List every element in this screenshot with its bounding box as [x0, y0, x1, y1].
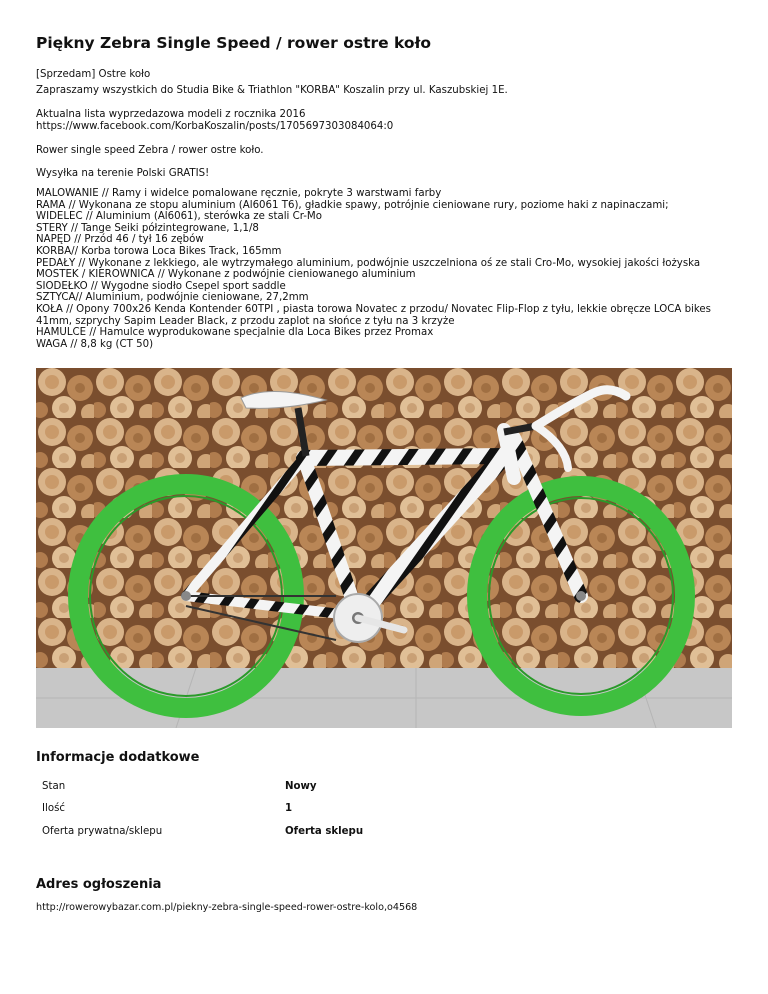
detail-value: Oferta sklepu [285, 826, 364, 837]
bike-photo [36, 368, 732, 728]
spec-line: RAMA // Wykonana ze stopu aluminium (Al6061 T6), gładkie spawy, potrójnie cieniowane rury, poziome haki z napinaczami; [36, 199, 669, 211]
spec-line: STERY // Tange Seiki półzintegrowane, 1,1/8 [36, 222, 259, 234]
spec-line: NAPĘD // Przód 46 / tył 16 zębów [36, 234, 204, 246]
intro-text: Zapraszamy wszystkich do Studia Bike & Triathlon "KORBA" Koszalin przy ul. Kaszubskiej 1E. [36, 85, 508, 96]
spec-line: PEDAŁY // Wykonane z lekkiego, ale wytrzymałego aluminium, podwójnie uszczelniona oś ze stali Cro-Mo, wysokiej jakości łożyska [36, 257, 701, 269]
spec-line: KORBA// Korba torowa Loca Bikes Track, 165mm [36, 245, 282, 257]
sale-list-link[interactable]: https://www.facebook.com/KorbaKoszalin/posts/1705697303084064:0 [36, 121, 394, 132]
spec-line: HAMULCE // Hamulce wyprodukowane specjalnie dla Loca Bikes przez Promax [36, 327, 434, 339]
detail-value: Nowy [285, 781, 317, 792]
bike-type-text: Rower single speed Zebra / rower ostre koło. [36, 145, 264, 156]
spec-line: SIODEŁKO // Wygodne siodło Csepel sport saddle [36, 280, 286, 292]
bike-photo-illustration [36, 368, 732, 728]
spec-line: WAGA // 8,8 kg (CT 50) [36, 338, 154, 350]
listing-url-link[interactable]: http://rowerowybazar.com.pl/piekny-zebra-single-speed-rower-ostre-kolo,o4568 [36, 902, 418, 913]
shipping-text: Wysyłka na terenie Polski GRATIS! [36, 168, 210, 179]
spec-line: MALOWANIE // Ramy i widelce pomalowane ręcznie, pokryte 3 warstwami farby [36, 188, 442, 199]
spec-line: WIDELEC // Aluminium (Al6061), sterówka ze stali Cr-Mo [36, 211, 322, 223]
spec-list [36, 188, 711, 350]
sale-list-text: Aktualna lista wyprzedazowa modeli z rocznika 2016 [36, 109, 306, 120]
detail-label: Oferta prywatna/sklepu [42, 826, 163, 837]
category-label: [Sprzedam] Ostre koło [36, 69, 151, 80]
address-heading: Adres ogłoszenia [36, 877, 162, 892]
details-heading: Informacje dodatkowe [36, 750, 200, 765]
detail-label: Stan [42, 781, 66, 792]
detail-label: Ilość [42, 803, 65, 814]
listing-title: Piękny Zebra Single Speed / rower ostre koło [36, 34, 431, 52]
spec-line: SZTYCA// Aluminium, podwójnie cieniowane, 27,2mm [36, 292, 309, 304]
spec-line: 41mm, szprychy Sapim Leader Black, z przodu zaplot na słońce z tyłu na 3 krzyże [36, 315, 455, 327]
spec-line: KOŁA // Opony 700x26 Kenda Kontender 60TPI , piasta torowa Novatec z przodu/ Novatec Flip-Flop z tyłu, lekkie obręcze LOCA bikes [36, 303, 711, 315]
detail-value: 1 [285, 803, 293, 814]
spec-line: MOSTEK / KIEROWNICA // Wykonane z podwójnie cieniowanego aluminium [36, 269, 416, 281]
